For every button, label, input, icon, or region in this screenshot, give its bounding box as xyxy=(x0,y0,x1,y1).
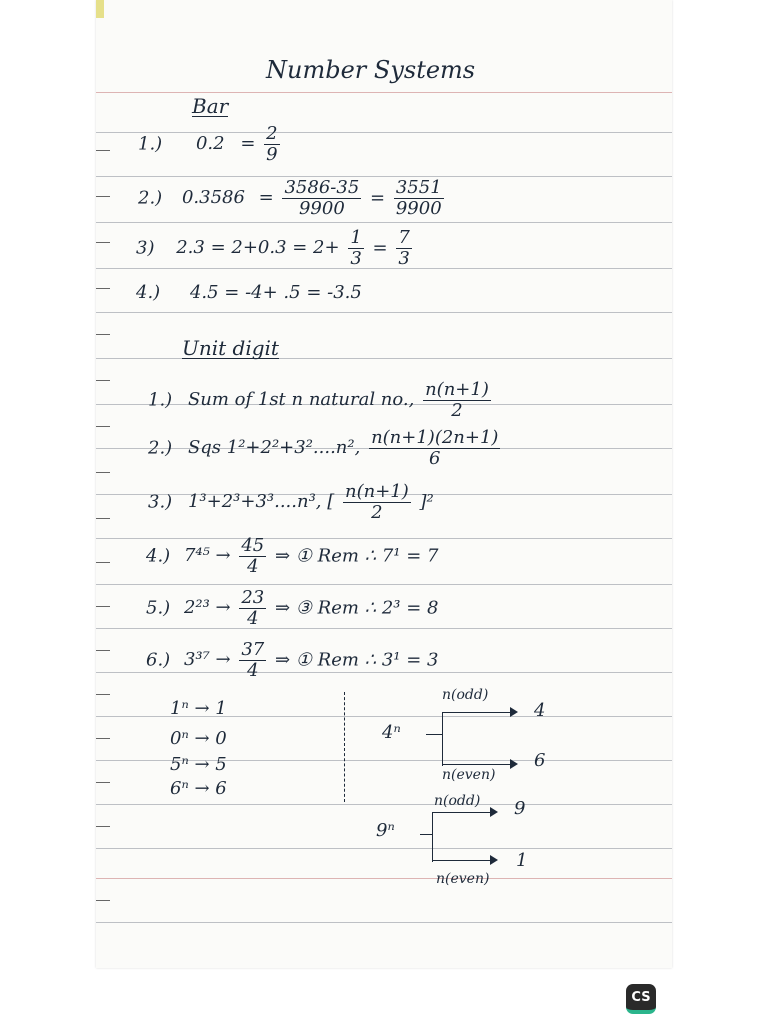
branch-9-base: 9ⁿ xyxy=(376,820,395,841)
branch-4-even-arrow xyxy=(442,764,512,765)
camscanner-logo-icon: CS xyxy=(626,984,656,1014)
branch-4-odd-value: 4 xyxy=(534,700,546,721)
margin-tick xyxy=(96,606,110,607)
expression: 7⁴⁵ → xyxy=(183,545,231,567)
ruled-line xyxy=(96,848,672,849)
item-number: 4.) xyxy=(136,282,161,303)
branch-9-odd-arrow xyxy=(432,812,492,813)
unit-item-4 xyxy=(146,536,438,577)
notebook-page xyxy=(96,0,672,968)
branch-4-even-value: 6 xyxy=(534,750,546,771)
margin-tick xyxy=(96,196,110,197)
expression: 2²³ → xyxy=(183,597,231,619)
bar-item-3 xyxy=(136,228,415,269)
expression: Sum of 1st n natural no., xyxy=(187,389,421,411)
item-number: 3.) xyxy=(148,491,173,513)
bar-heading: Bar xyxy=(192,94,229,118)
item-number: 2.) xyxy=(148,437,173,459)
column-divider xyxy=(344,692,345,802)
arrow-head-icon xyxy=(490,807,498,817)
unit-item-2 xyxy=(148,428,503,469)
numerator: 37 xyxy=(241,639,265,660)
branch-4-connector xyxy=(426,734,442,735)
expression: 1³+2³+3³....n³, [ xyxy=(187,491,335,513)
fraction xyxy=(282,178,361,219)
branch-9-even-arrow xyxy=(432,860,492,861)
branch-4-even-label: n(even) xyxy=(442,767,496,783)
branch-4-odd-arrow xyxy=(442,712,512,713)
denominator: 4 xyxy=(247,607,259,629)
numerator: 23 xyxy=(241,587,265,608)
expression: 2.3 = 2+0.3 = 2+ xyxy=(176,237,340,259)
ruled-line xyxy=(96,92,672,93)
numerator: 7 xyxy=(398,227,410,248)
arrow-head-icon xyxy=(510,707,518,717)
branch-4-odd-label: n(odd) xyxy=(442,687,489,703)
fraction xyxy=(239,640,266,681)
branch-9-even-value: 1 xyxy=(516,850,528,871)
denominator: 4 xyxy=(247,555,259,577)
page-edge xyxy=(96,0,104,18)
page-title: Number Systems xyxy=(266,56,476,84)
decimal-value: 0.3586 xyxy=(181,187,245,209)
margin-tick xyxy=(96,900,110,901)
denominator: 2 xyxy=(451,399,463,421)
numerator: 1 xyxy=(350,227,362,248)
ruled-line xyxy=(96,804,672,805)
expression: 4.5 = -4+ .5 = -3.5 xyxy=(189,282,362,303)
denominator: 4 xyxy=(247,659,259,681)
unit-item-1 xyxy=(148,380,494,421)
margin-tick xyxy=(96,242,110,243)
numerator: n(n+1)(2n+1) xyxy=(371,427,499,448)
power-rule-item: 0ⁿ → 0 xyxy=(170,728,227,749)
bar-item-1 xyxy=(138,124,283,165)
fraction xyxy=(348,228,363,269)
fraction xyxy=(343,482,411,523)
equals-sign: = xyxy=(372,237,388,259)
numerator: n(n+1) xyxy=(345,481,409,502)
branch-4-base: 4ⁿ xyxy=(382,722,401,743)
unit-digit-heading: Unit digit xyxy=(182,336,279,360)
margin-tick xyxy=(96,426,110,427)
ruled-line xyxy=(96,878,672,879)
fraction xyxy=(396,228,411,269)
expression-tail: ]² xyxy=(419,491,434,513)
item-number: 5.) xyxy=(146,597,171,619)
margin-tick xyxy=(96,738,110,739)
power-rule-item: 6ⁿ → 6 xyxy=(170,778,227,799)
denominator: 9900 xyxy=(298,197,345,219)
item-number: 4.) xyxy=(146,545,171,567)
margin-tick xyxy=(96,288,110,289)
branch-9-odd-value: 9 xyxy=(514,798,526,819)
unit-item-6 xyxy=(146,640,438,681)
item-number: 3) xyxy=(136,237,155,259)
numerator: 2 xyxy=(266,123,278,144)
denominator: 9900 xyxy=(395,197,442,219)
unit-item-5 xyxy=(146,588,438,629)
margin-tick xyxy=(96,650,110,651)
margin-tick xyxy=(96,826,110,827)
equals-sign: = xyxy=(370,187,386,209)
fraction xyxy=(239,536,266,577)
ruled-line xyxy=(96,312,672,313)
arrow-head-icon xyxy=(490,855,498,865)
decimal-value: 0.2 xyxy=(195,133,225,155)
margin-tick xyxy=(96,380,110,381)
margin-tick xyxy=(96,334,110,335)
arrow-head-icon xyxy=(510,759,518,769)
margin-tick xyxy=(96,694,110,695)
expression-tail: ⇒ ③ Rem ∴ 2³ = 8 xyxy=(275,597,439,619)
power-rule-item: 5ⁿ → 5 xyxy=(170,754,227,775)
fraction xyxy=(423,380,491,421)
numerator: 3586-35 xyxy=(284,177,360,198)
numerator: 3551 xyxy=(395,177,442,198)
ruled-line xyxy=(96,176,672,177)
margin-tick xyxy=(96,518,110,519)
denominator: 3 xyxy=(398,247,410,269)
margin-tick xyxy=(96,472,110,473)
item-number: 1.) xyxy=(148,389,173,411)
numerator: n(n+1) xyxy=(425,379,489,400)
bar-item-4 xyxy=(136,284,362,302)
expression: Sqs 1²+2²+3²....n², xyxy=(187,437,367,459)
item-number: 1.) xyxy=(138,133,163,155)
denominator: 6 xyxy=(429,447,441,469)
fraction xyxy=(369,428,500,469)
expression-tail: ⇒ ① Rem ∴ 3¹ = 3 xyxy=(275,649,439,671)
branch-9-stem xyxy=(432,812,433,862)
unit-item-3 xyxy=(148,482,434,523)
numerator: 45 xyxy=(241,535,265,556)
branch-9-odd-label: n(odd) xyxy=(434,793,481,809)
equals-sign: = xyxy=(258,187,274,209)
power-rule-item: 1ⁿ → 1 xyxy=(170,698,227,719)
fraction xyxy=(264,124,279,165)
ruled-line xyxy=(96,584,672,585)
branch-9-even-label: n(even) xyxy=(436,871,490,887)
branch-9-connector xyxy=(420,834,432,835)
denominator: 9 xyxy=(266,143,278,165)
item-number: 6.) xyxy=(146,649,171,671)
ruled-line xyxy=(96,922,672,923)
denominator: 2 xyxy=(371,501,383,523)
fraction xyxy=(394,178,444,219)
expression: 3³⁷ → xyxy=(183,649,231,671)
denominator: 3 xyxy=(350,247,362,269)
branch-4-stem xyxy=(442,712,443,766)
fraction xyxy=(239,588,266,629)
item-number: 2.) xyxy=(138,187,163,209)
margin-tick xyxy=(96,782,110,783)
margin-tick xyxy=(96,562,110,563)
expression-tail: ⇒ ① Rem ∴ 7¹ = 7 xyxy=(275,545,439,567)
ruled-line xyxy=(96,222,672,223)
equals-sign: = xyxy=(240,133,256,155)
bar-item-2 xyxy=(138,178,447,219)
margin-tick xyxy=(96,150,110,151)
